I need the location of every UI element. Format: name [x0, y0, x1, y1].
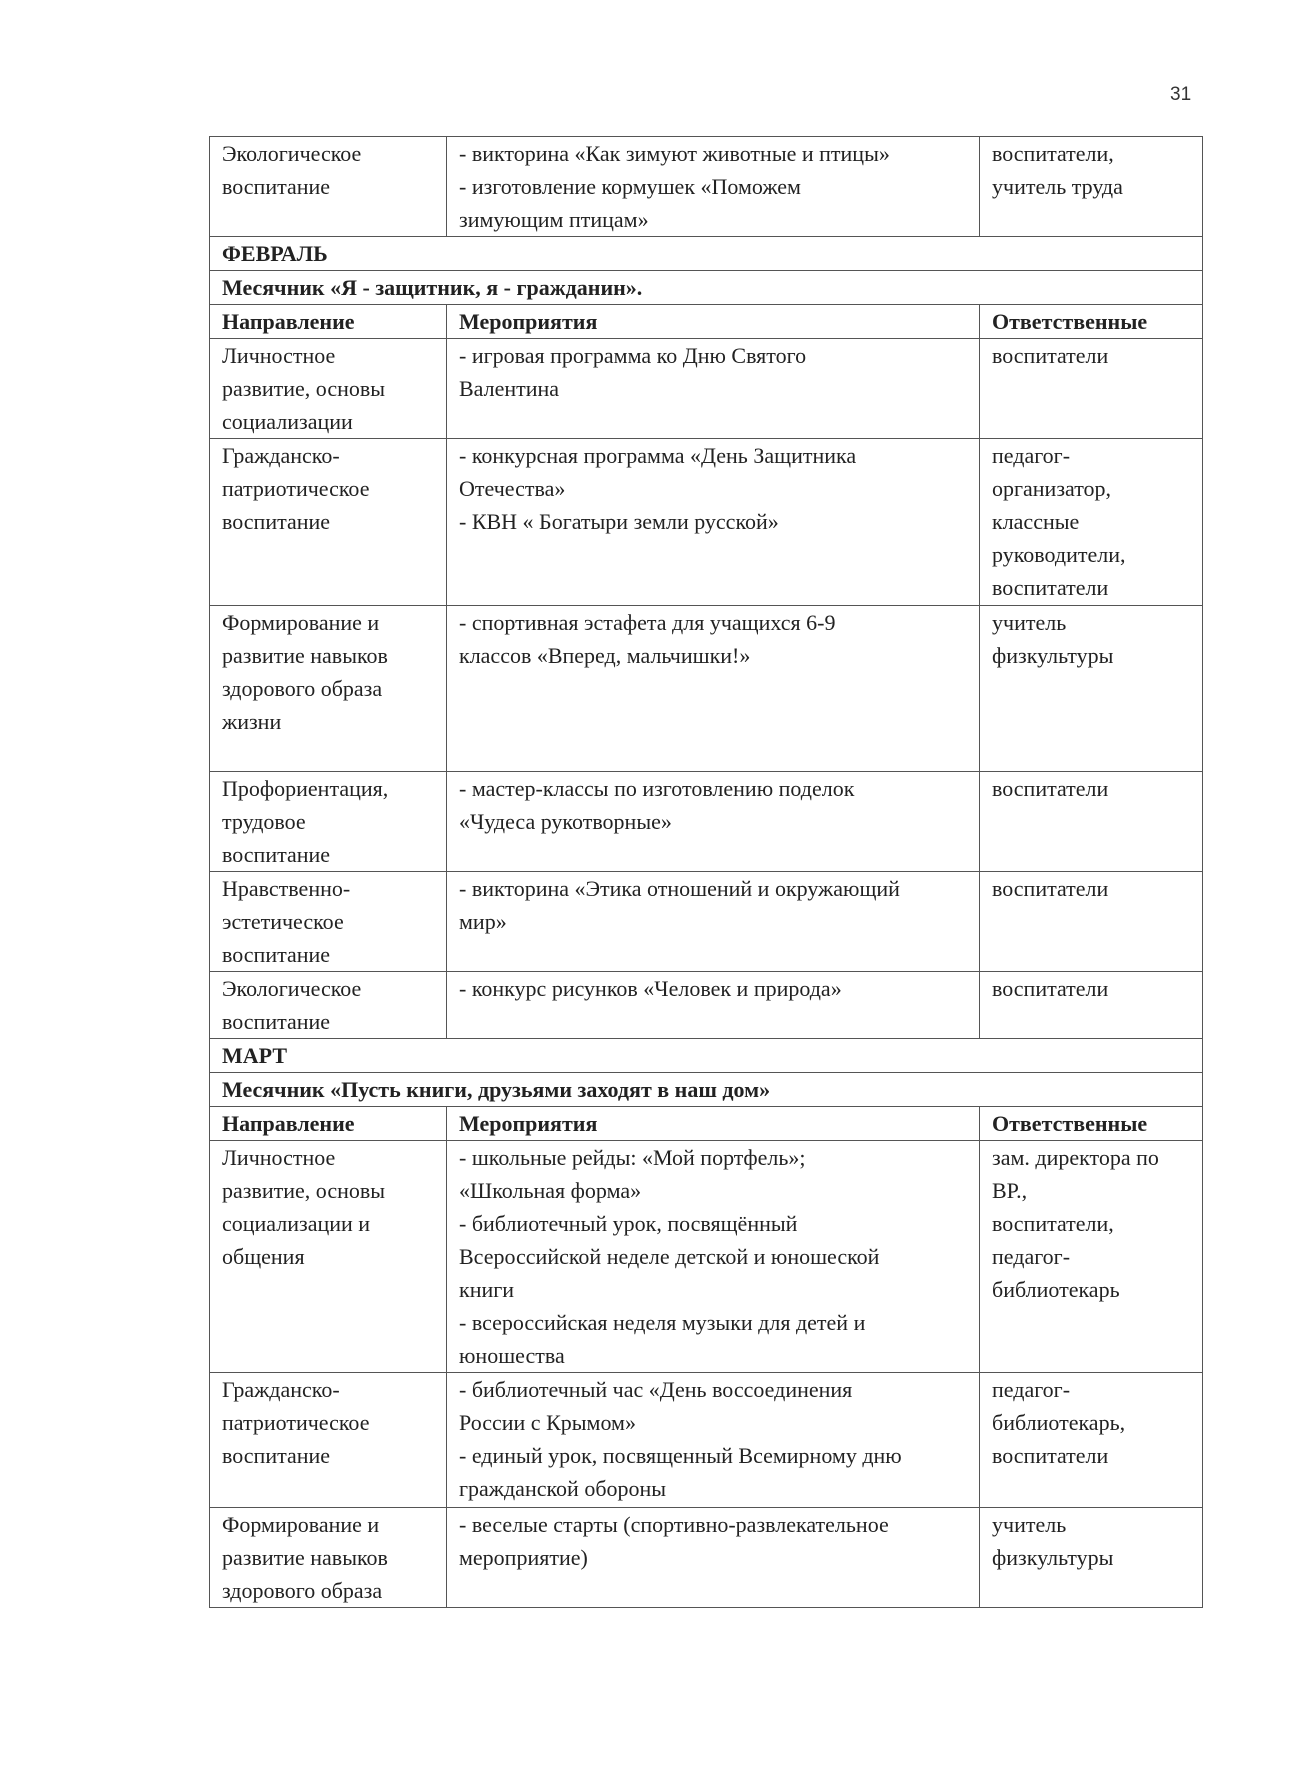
table-row	[210, 1508, 1203, 1608]
cell-text-line: руководители,	[992, 542, 1126, 567]
cell-text-line: воспитание	[222, 1009, 331, 1034]
cell-text-line: воспитатели,	[992, 1211, 1114, 1236]
responsible-cell	[980, 1508, 1203, 1608]
events-cell	[447, 972, 980, 1039]
cell-text-line: - КВН « Богатыри земли русской»	[459, 509, 779, 534]
column-header-row	[210, 1107, 1203, 1141]
cell-text-line: воспитатели,	[992, 141, 1114, 166]
cell-text-line: Отечества»	[459, 476, 566, 501]
cell-text-line: - веселые старты (спортивно-развлекательное	[459, 1512, 889, 1537]
table-row	[210, 137, 1203, 237]
cell-text-line: - конкурс рисунков «Человек и природа»	[459, 976, 842, 1001]
cell-text-line: классные	[992, 509, 1080, 534]
cell-text-line: патриотическое	[222, 476, 370, 501]
cell-text-line: библиотекарь	[992, 1277, 1120, 1302]
direction-cell	[210, 1141, 447, 1373]
cell-text-line: Нравственно-	[222, 876, 351, 901]
cell-text-line: воспитатели	[992, 876, 1109, 901]
cell-text-line: книги	[459, 1277, 515, 1302]
header-events-cell	[447, 305, 980, 339]
table-row	[210, 1141, 1203, 1373]
cell-text-line: - изготовление кормушек «Поможем	[459, 174, 801, 199]
cell-text-line: - единый урок, посвященный Всемирному дню	[459, 1443, 902, 1468]
table-row	[210, 872, 1203, 972]
cell-text-line: учитель труда	[992, 174, 1123, 199]
cell-text-line: - игровая программа ко Дню Святого	[459, 343, 807, 368]
events-cell	[447, 137, 980, 237]
events-cell	[447, 772, 980, 872]
cell-text-line: общения	[222, 1244, 305, 1269]
table-row	[210, 972, 1203, 1039]
cell-text-line: физкультуры	[992, 1545, 1114, 1570]
cell-text-line: здорового образа	[222, 1578, 383, 1603]
cell-text-line: мероприятие)	[459, 1545, 588, 1570]
cell-text-line: организатор,	[992, 476, 1112, 501]
direction-cell	[210, 772, 447, 872]
cell-text-line: ВР.,	[992, 1178, 1028, 1203]
cell-text-line: - библиотечный час «День воссоединения	[459, 1377, 853, 1402]
cell-text-line: гражданской обороны	[459, 1476, 667, 1501]
cell-text-line: Направление	[222, 1111, 355, 1136]
direction-cell	[210, 1373, 447, 1508]
events-cell	[447, 339, 980, 439]
cell-text-line: классов «Вперед, мальчишки!»	[459, 643, 751, 668]
cell-text-line: учитель	[992, 610, 1067, 635]
responsible-cell	[980, 1373, 1203, 1508]
events-cell	[447, 872, 980, 972]
responsible-cell	[980, 872, 1203, 972]
cell-text-line: России с Крымом»	[459, 1410, 636, 1435]
cell-text-line: - всероссийская неделя музыки для детей и	[459, 1310, 866, 1335]
cell-text-line: воспитатели	[992, 976, 1109, 1001]
cell-text-line: воспитание	[222, 942, 331, 967]
table-row	[210, 606, 1203, 772]
cell-text-line: Формирование и	[222, 1512, 380, 1537]
cell-text-line: воспитатели	[992, 343, 1109, 368]
cell-text-line: учитель	[992, 1512, 1067, 1537]
cell-text-line: - мастер-классы по изготовлению поделок	[459, 776, 855, 801]
cell-text-line: социализации	[222, 409, 353, 434]
cell-text-line: воспитатели	[992, 1443, 1109, 1468]
direction-cell	[210, 137, 447, 237]
cell-text-line: Всероссийской неделе детской и юношеской	[459, 1244, 880, 1269]
events-plan-table	[209, 136, 1203, 1608]
cell-text-line: патриотическое	[222, 1410, 370, 1435]
cell-text-line: Гражданско-	[222, 443, 340, 468]
responsible-cell	[980, 972, 1203, 1039]
cell-text-line: Мероприятия	[459, 309, 598, 334]
cell-text-line: Гражданско-	[222, 1377, 340, 1402]
cell-text-line: - спортивная эстафета для учащихся 6-9	[459, 610, 836, 635]
section-heading-cell: Месячник «Пусть книги, друзьями заходят в наш дом»	[210, 1073, 1203, 1107]
cell-text-line: здорового образа	[222, 676, 383, 701]
section-heading-cell: Месячник «Я - защитник, я - гражданин».	[210, 271, 1203, 305]
cell-text-line: физкультуры	[992, 643, 1114, 668]
cell-text-line: Ответственные	[992, 1111, 1148, 1136]
cell-text-line: развитие, основы	[222, 1178, 386, 1203]
header-events-cell	[447, 1107, 980, 1141]
cell-text-line: жизни	[222, 709, 282, 734]
cell-text-line: Направление	[222, 309, 355, 334]
cell-text-line: эстетическое	[222, 909, 344, 934]
cell-text-line: Экологическое	[222, 141, 362, 166]
cell-text-line: Экологическое	[222, 976, 362, 1001]
events-cell	[447, 1508, 980, 1608]
cell-text-line: мир»	[459, 909, 507, 934]
table-row	[210, 439, 1203, 606]
events-cell	[447, 606, 980, 772]
cell-text-line: воспитание	[222, 1443, 331, 1468]
cell-text-line: «Школьная форма»	[459, 1178, 642, 1203]
cell-text-line: библиотекарь,	[992, 1410, 1126, 1435]
cell-text-line: воспитание	[222, 174, 331, 199]
cell-text-line: развитие навыков	[222, 643, 388, 668]
direction-cell	[210, 1508, 447, 1608]
cell-text-line: зам. директора по	[992, 1145, 1159, 1170]
cell-text-line: развитие, основы	[222, 376, 386, 401]
section-heading-cell: ФЕВРАЛЬ	[210, 237, 1203, 271]
cell-text-line: Личностное	[222, 1145, 336, 1170]
cell-text-line: - конкурсная программа «День Защитника	[459, 443, 857, 468]
cell-text-line: педагог-	[992, 1244, 1071, 1269]
responsible-cell	[980, 339, 1203, 439]
direction-cell	[210, 439, 447, 606]
header-responsible-cell	[980, 1107, 1203, 1141]
events-cell	[447, 1373, 980, 1508]
cell-text-line: социализации и	[222, 1211, 371, 1236]
cell-text-line: Валентина	[459, 376, 560, 401]
cell-text-line: Мероприятия	[459, 1111, 598, 1136]
responsible-cell	[980, 439, 1203, 606]
cell-text-line: «Чудеса рукотворные»	[459, 809, 672, 834]
column-header-row	[210, 305, 1203, 339]
section-heading-row	[210, 1073, 1203, 1107]
table-row	[210, 339, 1203, 439]
header-direction-cell	[210, 305, 447, 339]
section-heading-cell: МАРТ	[210, 1039, 1203, 1073]
cell-text-line: Ответственные	[992, 309, 1148, 334]
section-heading-row	[210, 271, 1203, 305]
responsible-cell	[980, 772, 1203, 872]
header-direction-cell	[210, 1107, 447, 1141]
responsible-cell	[980, 1141, 1203, 1373]
cell-text-line: зимующим птицам»	[459, 207, 649, 232]
cell-text-line: юношества	[459, 1343, 565, 1368]
direction-cell	[210, 972, 447, 1039]
cell-text-line: трудовое	[222, 809, 306, 834]
cell-text-line: - викторина «Как зимуют животные и птицы»	[459, 141, 890, 166]
cell-text-line: воспитатели	[992, 575, 1109, 600]
cell-text-line: - викторина «Этика отношений и окружающий	[459, 876, 900, 901]
direction-cell	[210, 872, 447, 972]
cell-text-line: воспитание	[222, 509, 331, 534]
direction-cell	[210, 606, 447, 772]
page-number: 31	[1170, 84, 1192, 105]
section-heading-row	[210, 237, 1203, 271]
table-row	[210, 1373, 1203, 1508]
table-row	[210, 772, 1203, 872]
events-cell	[447, 1141, 980, 1373]
cell-text-line: развитие навыков	[222, 1545, 388, 1570]
section-heading-row	[210, 1039, 1203, 1073]
cell-text-line: Личностное	[222, 343, 336, 368]
cell-text-line: Формирование и	[222, 610, 380, 635]
cell-text-line: воспитание	[222, 842, 331, 867]
cell-text-line: воспитатели	[992, 776, 1109, 801]
cell-text-line: Профориентация,	[222, 776, 389, 801]
header-responsible-cell	[980, 305, 1203, 339]
cell-text-line: - школьные рейды: «Мой портфель»;	[459, 1145, 806, 1170]
cell-text-line: педагог-	[992, 443, 1071, 468]
responsible-cell	[980, 137, 1203, 237]
events-cell	[447, 439, 980, 606]
cell-text-line: педагог-	[992, 1377, 1071, 1402]
responsible-cell	[980, 606, 1203, 772]
direction-cell	[210, 339, 447, 439]
cell-text-line: - библиотечный урок, посвящённый	[459, 1211, 798, 1236]
